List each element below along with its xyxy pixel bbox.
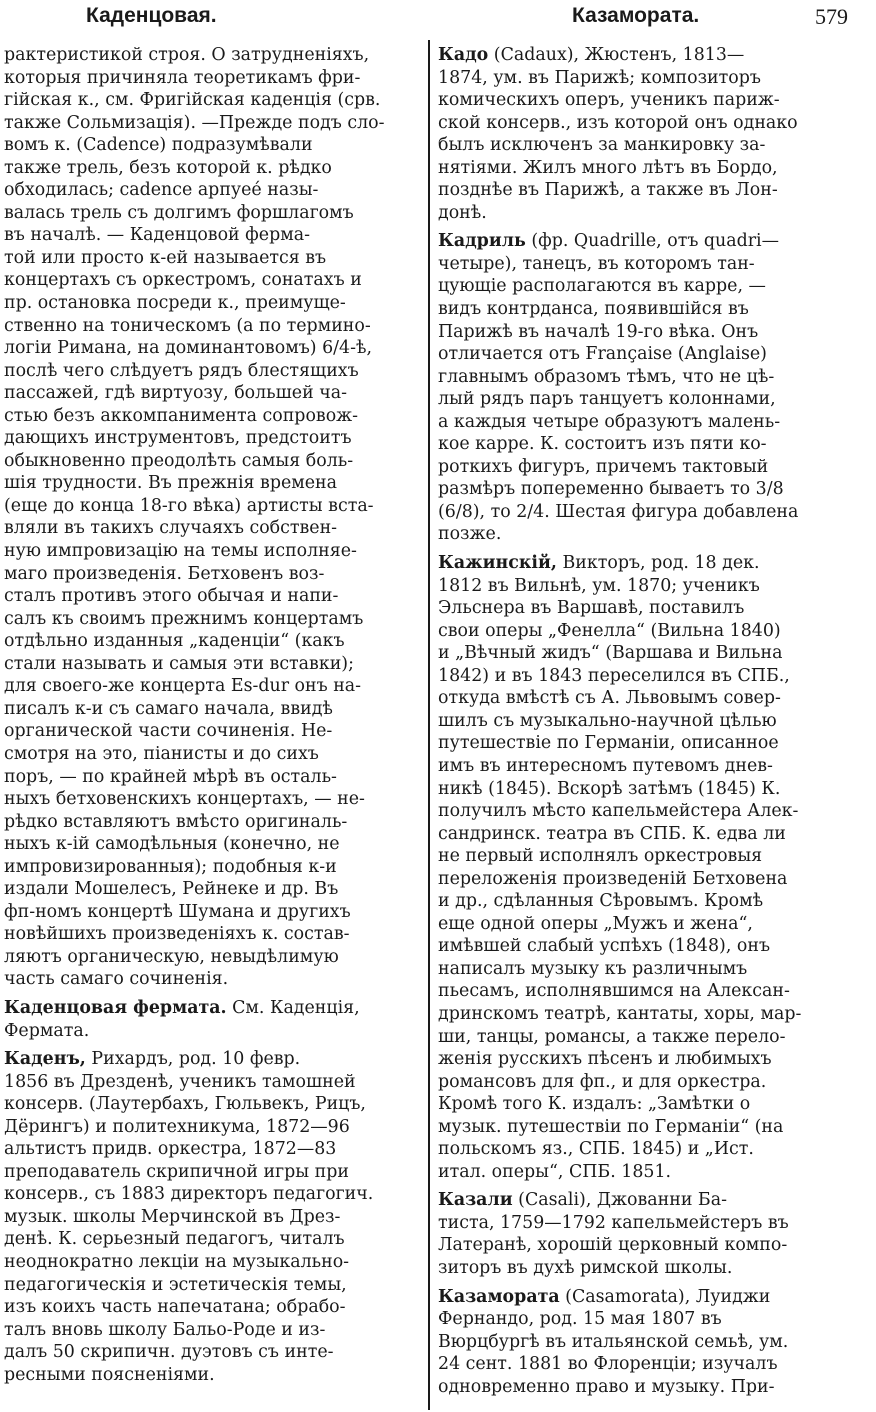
text-line <box>4 67 422 90</box>
line-text: тиста, 1759—1792 капельмейстеръ въ <box>438 1212 789 1233</box>
text-line <box>438 823 850 846</box>
text-line <box>4 766 422 789</box>
text-line <box>4 901 422 924</box>
line-text: комическихъ оперъ, ученикъ париж- <box>438 90 780 111</box>
column-divider <box>428 40 430 1410</box>
text-line <box>4 112 422 135</box>
text-line <box>4 856 422 879</box>
text-line <box>4 563 422 586</box>
text-line <box>438 134 850 157</box>
text-line <box>4 608 422 631</box>
line-text: Фермата. <box>4 1020 90 1041</box>
text-line <box>4 157 422 180</box>
line-text: для своего-же концерта Es-dur онъ на- <box>4 676 362 697</box>
line-text: женія русскихъ пѣсенъ и любимыхъ <box>438 1049 772 1070</box>
line-text: См. Каденція, <box>226 997 360 1018</box>
text-line <box>4 675 422 698</box>
text-line <box>438 778 850 801</box>
text-line <box>4 833 422 856</box>
line-text: четыре), танецъ, въ которомъ тан- <box>438 253 755 274</box>
line-text: сталъ противъ этого обычая и напи- <box>4 586 339 607</box>
text-line <box>4 1138 422 1161</box>
entry-term: Каденцовая фермата. <box>4 997 227 1018</box>
text-line <box>438 552 850 575</box>
text-line <box>438 935 850 958</box>
line-text: неоднократно лекціи на музыкально- <box>4 1251 350 1272</box>
line-text: ную импровизацію на темы исполняе- <box>4 541 357 562</box>
text-line <box>4 1364 422 1387</box>
text-line <box>4 89 422 112</box>
right-column <box>438 44 850 1398</box>
text-line <box>4 315 422 338</box>
line-text: размѣръ попеременно бываетъ то 3/8 <box>438 479 784 500</box>
text-line <box>4 134 422 157</box>
text-line <box>4 698 422 721</box>
text-line <box>4 1274 422 1297</box>
text-line <box>438 1308 850 1331</box>
line-text: гійская к., см. Фригійская каденція (срв. <box>4 90 381 111</box>
text-line <box>4 923 422 946</box>
text-line <box>438 710 850 733</box>
line-text: денѣ. К. серьезный педагогъ, читалъ <box>4 1229 345 1250</box>
line-text: написалъ музыку къ различнымъ <box>438 958 748 979</box>
line-text: Латеранѣ, хорошій церковный компо- <box>438 1235 788 1256</box>
line-text: 1874, ум. въ Парижѣ; композиторъ <box>438 67 761 88</box>
text-line <box>4 1093 422 1116</box>
text-line <box>438 321 850 344</box>
text-line <box>4 1183 422 1206</box>
line-text: маго произведенія. Бетховенъ воз- <box>4 563 325 584</box>
line-text: шія трудности. Въ прежнія времена <box>4 473 338 494</box>
text-line <box>4 585 422 608</box>
line-text: вляли въ такихъ случаяхъ собствен- <box>4 518 338 539</box>
text-line <box>438 958 850 981</box>
entry-term: Казали <box>438 1190 513 1211</box>
text-line <box>438 597 850 620</box>
line-text: (еще до конца 18-го вѣка) артисты вста- <box>4 495 374 516</box>
line-text: Парижѣ въ началѣ 19-го вѣка. Онъ <box>438 321 759 342</box>
text-line <box>438 523 850 546</box>
line-text: не первый исполнялъ оркестровыя <box>438 846 763 867</box>
text-line <box>438 1353 850 1376</box>
line-text: (Casali), Джованни Ба- <box>512 1190 727 1211</box>
left-column <box>4 44 422 1386</box>
line-text: консерв., съ 1883 директоръ педагогич. <box>4 1184 374 1205</box>
entry-term: Каденъ, <box>4 1049 86 1070</box>
text-line <box>4 337 422 360</box>
text-line <box>4 630 422 653</box>
text-line <box>438 642 850 665</box>
text-line <box>438 67 850 90</box>
line-text: Эльснера въ Варшавѣ, поставилъ <box>438 598 745 619</box>
text-line <box>438 1234 850 1257</box>
line-text: новѣйшихъ произведеніяхъ к. состав- <box>4 924 350 945</box>
text-line <box>438 665 850 688</box>
line-text: одновременно право и музыку. При- <box>438 1376 775 1397</box>
text-line <box>438 1116 850 1139</box>
text-line <box>438 388 850 411</box>
line-text: и „Вѣчный жидъ“ (Варшава и Вильна <box>438 643 783 664</box>
line-text: дающихъ инструментовъ, предстоитъ <box>4 428 352 449</box>
line-text: стью безъ аккомпанимента сопровож- <box>4 405 359 426</box>
line-text: ственно на тоническомъ (а по термино- <box>4 315 371 336</box>
entry-term: Кажинскій, <box>438 553 557 574</box>
line-text: былъ исключенъ за манкировку за- <box>438 135 766 156</box>
text-line <box>438 478 850 501</box>
line-text: имѣвшей слабый успѣхъ (1848), онъ <box>438 936 771 957</box>
text-line <box>4 946 422 969</box>
line-text: музык. школы Мерчинской въ Дрез- <box>4 1206 341 1227</box>
line-text: обходилась; cadence арпуеé назы- <box>4 180 319 201</box>
line-text: поръ, — по крайней мѣрѣ въ осталь- <box>4 766 337 787</box>
text-line <box>4 1116 422 1139</box>
line-text: консерв. (Лаутербахъ, Гюльвекъ, Рицъ, <box>4 1094 366 1115</box>
text-line <box>4 811 422 834</box>
entry-term: Кадриль <box>438 231 526 252</box>
text-line <box>438 275 850 298</box>
line-text: свои оперы „Фенелла“ (Вильна 1840) <box>438 620 781 641</box>
text-line <box>4 788 422 811</box>
text-line <box>438 230 850 253</box>
text-line <box>4 1319 422 1342</box>
text-line <box>4 1228 422 1251</box>
text-line <box>438 1189 850 1212</box>
line-text: шилъ съ музыкально-научной цѣлью <box>438 710 777 731</box>
line-text: логіи Римана, на доминантовомъ) 6/4-ѣ, <box>4 338 372 359</box>
line-text: зиторъ въ духѣ римской школы. <box>438 1257 733 1278</box>
text-line <box>4 450 422 473</box>
text-line <box>4 540 422 563</box>
line-text: ныхъ бетховенскихъ концертахъ, — не- <box>4 789 365 810</box>
text-line <box>4 427 422 450</box>
text-line <box>4 269 422 292</box>
text-line <box>4 878 422 901</box>
text-line <box>438 179 850 202</box>
entry-term: Кадо <box>438 45 489 65</box>
text-line <box>4 1020 422 1043</box>
text-line <box>4 1048 422 1071</box>
line-text: Вюрцбургѣ въ итальянской семьѣ, ум. <box>438 1331 789 1352</box>
text-line <box>438 411 850 434</box>
line-text: Кромѣ того К. издалъ: „Замѣтки о <box>438 1094 751 1115</box>
text-line <box>438 501 850 524</box>
line-text: издали Мошелесъ, Рейнеке и др. Въ <box>4 879 339 900</box>
text-line <box>4 1341 422 1364</box>
line-text: органической части сочиненія. Не- <box>4 721 333 742</box>
text-line <box>438 687 850 710</box>
text-line <box>4 360 422 383</box>
line-text: пр. остановка посреди к., преимуще- <box>4 293 346 314</box>
line-text: откуда вмѣстѣ съ А. Львовымъ совер- <box>438 688 781 709</box>
line-text: сандринск. театра въ СПБ. К. едва ли <box>438 823 786 844</box>
line-text: Фернандо, род. 15 мая 1807 въ <box>438 1309 722 1330</box>
text-line <box>438 253 850 276</box>
line-text: обыкновенно преодолѣть самыя боль- <box>4 450 354 471</box>
text-line <box>438 298 850 321</box>
line-text: (фр. Quadrille, отъ quadri— <box>525 231 780 252</box>
entry-term: Казамората <box>438 1286 560 1307</box>
line-text: отличается отъ Française (Anglaise) <box>438 344 767 365</box>
text-line <box>4 179 422 202</box>
text-line <box>4 1206 422 1229</box>
line-text: итал. оперы“, СПБ. 1851. <box>438 1161 672 1182</box>
line-text: еще одной оперы „Мужъ и жена“, <box>438 913 753 934</box>
text-line <box>438 1071 850 1094</box>
text-line <box>438 755 850 778</box>
line-text: польскомъ яз., СПБ. 1845) и „Ист. <box>438 1139 754 1160</box>
running-head-right: Казамората. <box>572 4 700 27</box>
line-text: дринскомъ театрѣ, кантаты, хоры, мар- <box>438 1003 802 1024</box>
text-line <box>438 202 850 225</box>
text-line <box>438 89 850 112</box>
text-line <box>4 997 422 1020</box>
line-text: писалъ к-и съ самаго начала, ввидѣ <box>4 698 333 719</box>
line-text: получилъ мѣсто капельмейстера Алек- <box>438 801 799 822</box>
line-text: валась трель съ долгимъ форшлагомъ <box>4 202 354 223</box>
text-line <box>438 157 850 180</box>
line-text: концертахъ съ оркестромъ, сонатахъ и <box>4 270 362 291</box>
line-text: отдѣльно изданныя „каденціи“ (какъ <box>4 631 345 652</box>
line-text: 24 сент. 1881 во Флоренціи; изучалъ <box>438 1354 778 1375</box>
line-text: смотря на это, піанисты и до сихъ <box>4 743 319 764</box>
text-line <box>438 1212 850 1235</box>
line-text: далъ 50 скрипичн. дуэтовъ съ инте- <box>4 1342 334 1363</box>
line-text: 1842) и въ 1843 переселился въ СПБ., <box>438 665 790 686</box>
line-text: Дёрингъ) и политехникума, 1872—96 <box>4 1116 350 1137</box>
line-text: музык. путешествіи по Германіи“ (на <box>438 1116 784 1137</box>
line-text: послѣ чего слѣдуетъ рядъ блестящихъ <box>4 360 359 381</box>
text-line <box>438 456 850 479</box>
line-text: главнымъ образомъ тѣмъ, что не цѣ- <box>438 366 775 387</box>
line-text: 1812 въ Вильнѣ, ум. 1870; ученикъ <box>438 575 760 596</box>
line-text: имъ въ интересномъ путевомъ днев- <box>438 755 773 776</box>
line-text: донѣ. <box>438 202 487 223</box>
line-text: путешествіе по Германіи, описанное <box>438 733 779 754</box>
text-line <box>4 44 422 67</box>
line-text: ши, танцы, романсы, а также перело- <box>438 1026 786 1047</box>
line-text: рактеристикой строя. О затрудненіяхъ, <box>4 45 370 65</box>
text-line <box>438 913 850 936</box>
line-text: лый рядъ паръ танцуетъ колоннами, <box>438 389 776 410</box>
text-line <box>438 868 850 891</box>
line-text: ныхъ к-ій самодѣльныя (конечно, не <box>4 834 340 855</box>
text-line <box>4 968 422 991</box>
text-line <box>438 1376 850 1399</box>
page-number: 579 <box>815 4 848 29</box>
text-line <box>438 44 850 67</box>
text-line <box>4 517 422 540</box>
text-line <box>438 1048 850 1071</box>
text-line <box>4 382 422 405</box>
text-line <box>438 890 850 913</box>
text-line <box>4 202 422 225</box>
line-text: изъ коихъ часть напечатана; обрабо- <box>4 1297 346 1318</box>
line-text: переложенія произведеній Бетховена <box>438 868 788 889</box>
line-text: (Casamorata), Луиджи <box>559 1286 771 1307</box>
line-text: педагогическія и эстетическія темы, <box>4 1274 347 1295</box>
line-text: преподаватель скрипичной игры при <box>4 1161 349 1182</box>
text-line <box>438 1093 850 1116</box>
line-text: которыя причиняла теоретикамъ фри- <box>4 67 361 88</box>
line-text: стали называть и самыя эти вставки); <box>4 653 354 674</box>
line-text: часть самаго сочиненія. <box>4 969 229 990</box>
line-text: и др., сдѣланныя Сѣровымъ. Кромѣ <box>438 891 764 912</box>
line-text: позднѣе въ Парижѣ, а также въ Лон- <box>438 180 778 201</box>
text-line <box>438 1331 850 1354</box>
line-text: позже. <box>438 524 502 545</box>
line-text: той или просто к-ей называется въ <box>4 247 327 268</box>
text-line <box>438 1257 850 1280</box>
text-line <box>438 433 850 456</box>
line-text: фп-номъ концертѣ Шумана и другихъ <box>4 901 351 922</box>
text-line <box>4 743 422 766</box>
text-line <box>4 1251 422 1274</box>
text-line <box>4 1071 422 1094</box>
page-header <box>0 0 876 40</box>
text-line <box>4 224 422 247</box>
line-text: вомъ к. (Cadence) подразумѣвали <box>4 135 313 156</box>
text-line <box>438 575 850 598</box>
line-text: кое карре. К. состоитъ изъ пяти ко- <box>438 434 767 455</box>
line-text: ресными поясненіями. <box>4 1364 215 1385</box>
text-line <box>438 732 850 755</box>
line-text: (Cadaux), Жюстенъ, 1813— <box>488 45 745 65</box>
text-line <box>438 1026 850 1049</box>
line-text: пассажей, гдѣ виртуозу, большей ча- <box>4 383 347 404</box>
text-line <box>4 720 422 743</box>
text-line <box>4 247 422 270</box>
line-text: альтистъ придв. оркестра, 1872—83 <box>4 1139 337 1160</box>
line-text: рѣдко вставляютъ вмѣсто оригиналь- <box>4 811 348 832</box>
line-text: импровизированныя); подобныя к-и <box>4 856 337 877</box>
text-line <box>438 1286 850 1309</box>
text-line <box>438 845 850 868</box>
text-line <box>438 1161 850 1184</box>
line-text: 1856 въ Дрезденѣ, ученикъ тамошней <box>4 1071 356 1092</box>
text-line <box>4 653 422 676</box>
line-text: въ началѣ. — Каденцовой ферма- <box>4 225 310 246</box>
line-text: роткихъ фигуръ, причемъ тактовый <box>438 456 769 477</box>
text-line <box>438 366 850 389</box>
line-text: Викторъ, род. 18 дек. <box>556 553 760 574</box>
text-line <box>438 1138 850 1161</box>
line-text: видъ контрданса, появившійся въ <box>438 299 749 320</box>
line-text: талъ вновь школу Бальо-Роде и из- <box>4 1319 326 1340</box>
line-text: (6/8), то 2/4. Шестая фигура добавлена <box>438 501 799 522</box>
line-text: ляютъ органическую, невыдѣлимую <box>4 946 339 967</box>
text-line <box>4 472 422 495</box>
running-head-left: Каденцовая. <box>86 4 217 27</box>
line-text: пьесамъ, исполнявшимся на Алексан- <box>438 981 790 1002</box>
text-line <box>438 112 850 135</box>
line-text: романсовъ для фп., и для оркестра. <box>438 1071 767 1092</box>
line-text: нятіями. Жилъ много лѣтъ въ Бордо, <box>438 157 778 178</box>
text-line <box>4 1161 422 1184</box>
line-text: а каждыя четыре образуютъ малень- <box>438 411 781 432</box>
text-line <box>438 980 850 1003</box>
text-line <box>4 495 422 518</box>
line-text: также трель, безъ которой к. рѣдко <box>4 157 332 178</box>
text-line <box>438 1003 850 1026</box>
line-text: также Сольмизація). —Прежде подъ сло- <box>4 112 385 133</box>
line-text: Рихардъ, род. 10 февр. <box>85 1049 301 1070</box>
line-text: салъ къ своимъ прежнимъ концертамъ <box>4 608 364 629</box>
text-line <box>4 405 422 428</box>
text-line <box>438 800 850 823</box>
text-line <box>4 1296 422 1319</box>
text-line <box>438 343 850 366</box>
line-text: ской консерв., изъ которой онъ однако <box>438 112 798 133</box>
line-text: цующіе располагаются въ карре, — <box>438 276 766 297</box>
text-line <box>4 292 422 315</box>
line-text: никѣ (1845). Вскорѣ затѣмъ (1845) К. <box>438 778 781 799</box>
text-line <box>438 620 850 643</box>
